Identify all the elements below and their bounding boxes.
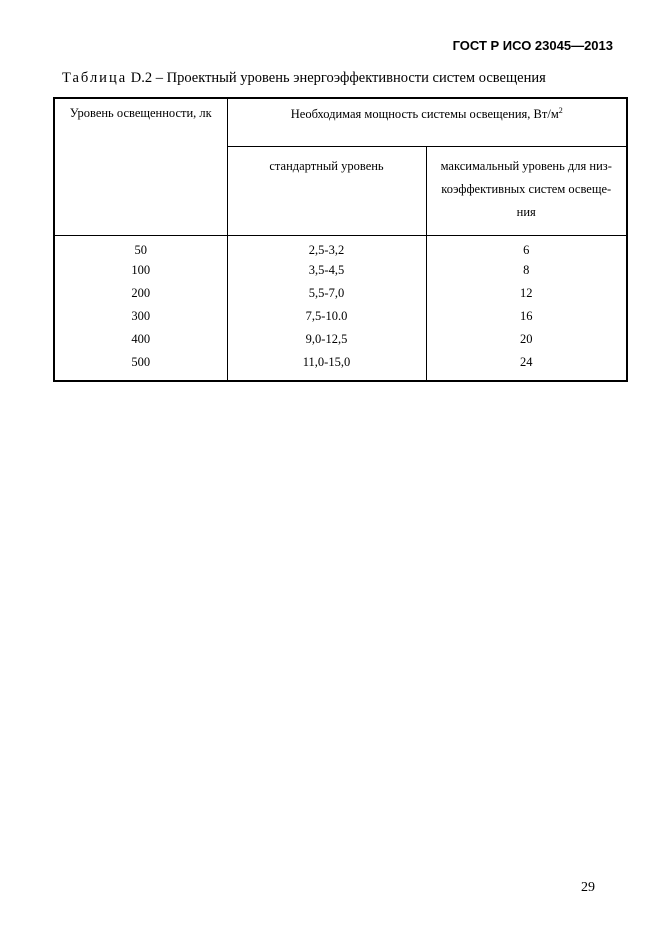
table-row: [54, 282, 627, 305]
table-row: [54, 305, 627, 328]
cell-standard: 3,5-4,5: [227, 259, 426, 282]
header-power-group: Необходимая мощность системы освещения, $Вт/м^2$: [227, 98, 627, 147]
table-row: [54, 328, 627, 351]
cell-standard: 11,0-15,0: [227, 351, 426, 381]
table-header-row: [54, 98, 627, 147]
header-standard: стандартный уровень: [227, 147, 426, 236]
cell-standard: 5,5-7,0: [227, 282, 426, 305]
caption-title: – Проектный уровень энергоэффективности систем освещения: [155, 70, 546, 86]
table-row: [54, 259, 627, 282]
cell-lux: 100: [131, 263, 151, 277]
cell-lux: 300: [131, 309, 151, 323]
table-row: [54, 236, 627, 260]
page-number: 29: [581, 880, 595, 895]
cell-max: 20: [426, 328, 627, 351]
power-table: [53, 97, 628, 382]
cell-standard: 9,0-12,5: [227, 328, 426, 351]
header-lux: Уровень освещенности, лк: [54, 98, 227, 236]
cell-lux: 200: [131, 286, 151, 300]
document-code: ГОСТ Р ИСО 23045—2013: [452, 38, 613, 53]
cell-max: 16: [426, 305, 627, 328]
caption-number: D.2: [130, 70, 153, 86]
cell-max: 12: [426, 282, 627, 305]
cell-standard: 7,5-10.0: [227, 305, 426, 328]
cell-lux: 500: [131, 355, 151, 369]
cell-max: 6: [426, 236, 627, 260]
header-max: максимальный уровень для низ- коэффективных систем освеще- ния: [426, 147, 627, 236]
caption-label: Таблица: [62, 70, 128, 86]
cell-max: 8: [426, 259, 627, 282]
cell-lux: 50: [134, 243, 147, 257]
table-caption: [62, 70, 546, 87]
cell-lux: 400: [131, 332, 151, 346]
table-row: [54, 351, 627, 381]
cell-max: 24: [426, 351, 627, 381]
cell-standard: 2,5-3,2: [227, 236, 426, 260]
